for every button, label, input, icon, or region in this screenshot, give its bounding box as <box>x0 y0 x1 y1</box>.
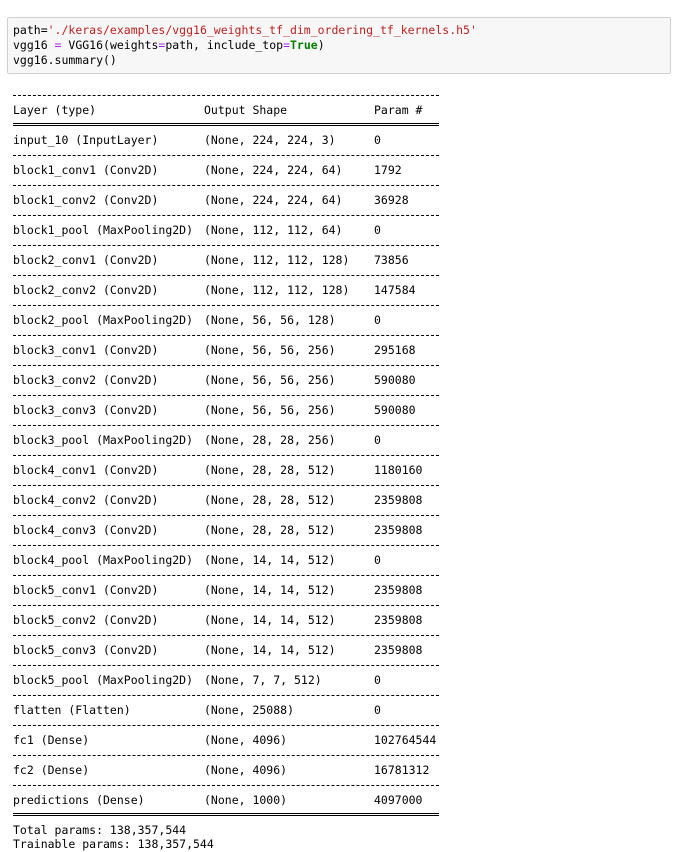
layer-name: block2_conv1 (Conv2D) <box>13 253 159 267</box>
param-count: 4097000 <box>374 793 423 807</box>
separator-line <box>13 388 653 403</box>
layer-name: block1_conv2 (Conv2D) <box>13 193 159 207</box>
separator-line <box>13 538 653 553</box>
output-shape: (None, 28, 28, 256) <box>204 433 336 447</box>
output-shape: (None, 28, 28, 512) <box>204 463 336 477</box>
layer-name: block2_pool (MaxPooling2D) <box>13 313 194 327</box>
output-shape: (None, 7, 7, 512) <box>204 673 322 687</box>
separator-line <box>13 718 653 733</box>
header-layer: Layer (type) <box>13 103 97 117</box>
table-row <box>13 703 653 718</box>
code-operator: = <box>158 38 166 52</box>
separator-double-line <box>13 808 653 823</box>
layer-name: block5_pool (MaxPooling2D) <box>13 673 194 687</box>
summary-totals <box>13 823 653 851</box>
layer-name: block3_conv3 (Conv2D) <box>13 403 159 417</box>
layer-name: fc2 (Dense) <box>13 763 90 777</box>
separator-line <box>13 298 653 313</box>
output-shape: (None, 28, 28, 512) <box>204 493 336 507</box>
param-count: 0 <box>374 223 381 237</box>
param-count: 590080 <box>374 403 416 417</box>
table-row <box>13 763 653 778</box>
separator-line <box>13 688 653 703</box>
param-count: 102764544 <box>374 733 437 747</box>
param-count: 0 <box>374 673 381 687</box>
summary-header-row <box>13 103 653 118</box>
layer-name: block1_conv1 (Conv2D) <box>13 163 159 177</box>
layer-name: block3_conv2 (Conv2D) <box>13 373 159 387</box>
separator-line <box>13 448 653 463</box>
layer-name: block1_pool (MaxPooling2D) <box>13 223 194 237</box>
param-count: 0 <box>374 703 381 717</box>
output-shape: (None, 56, 56, 256) <box>204 403 336 417</box>
output-shape: (None, 56, 56, 256) <box>204 343 336 357</box>
table-row <box>13 253 653 268</box>
layer-name: block4_pool (MaxPooling2D) <box>13 553 194 567</box>
layer-name: block3_pool (MaxPooling2D) <box>13 433 194 447</box>
output-shape: (None, 112, 112, 64) <box>204 223 343 237</box>
code-line-1 <box>13 23 670 38</box>
param-count: 2359808 <box>374 583 423 597</box>
separator-line <box>13 328 653 343</box>
table-row <box>13 283 653 298</box>
code-cell-input[interactable] <box>7 17 671 74</box>
separator-double-line <box>13 118 653 133</box>
header-param-count: Param # <box>374 103 423 117</box>
code-keyword: True <box>290 38 318 52</box>
table-row <box>13 463 653 478</box>
output-shape: (None, 14, 14, 512) <box>204 583 336 597</box>
output-shape: (None, 224, 224, 3) <box>204 133 336 147</box>
output-shape: (None, 56, 56, 128) <box>204 313 336 327</box>
layer-name: block2_conv2 (Conv2D) <box>13 283 159 297</box>
model-summary-table <box>13 88 653 851</box>
trainable-params: Trainable params: 138,357,544 <box>13 837 214 851</box>
layer-name: block5_conv1 (Conv2D) <box>13 583 159 597</box>
separator-line <box>13 628 653 643</box>
code-operator: = <box>283 38 290 52</box>
cell-output <box>13 88 653 851</box>
separator-line <box>13 88 653 103</box>
param-count: 590080 <box>374 373 416 387</box>
output-shape: (None, 224, 224, 64) <box>204 193 343 207</box>
separator-line <box>13 268 653 283</box>
code-line-2 <box>13 38 670 53</box>
output-shape: (None, 25088) <box>204 703 295 717</box>
table-row <box>13 553 653 568</box>
separator-line <box>13 598 653 613</box>
output-shape: (None, 1000) <box>204 793 288 807</box>
table-row <box>13 733 653 748</box>
layer-name: block4_conv1 (Conv2D) <box>13 463 159 477</box>
table-row <box>13 343 653 358</box>
param-count: 16781312 <box>374 763 430 777</box>
separator-line <box>13 148 653 163</box>
table-row <box>13 163 653 178</box>
output-shape: (None, 112, 112, 128) <box>204 253 350 267</box>
layer-name: block5_conv2 (Conv2D) <box>13 613 159 627</box>
param-count: 2359808 <box>374 643 423 657</box>
separator-line <box>13 208 653 223</box>
separator-line <box>13 568 653 583</box>
table-row <box>13 493 653 508</box>
layer-name: input_10 (InputLayer) <box>13 133 159 147</box>
param-count: 0 <box>374 313 381 327</box>
table-row <box>13 193 653 208</box>
code-token: ) <box>317 38 325 52</box>
param-count: 1792 <box>374 163 402 177</box>
table-row <box>13 433 653 448</box>
header-output-shape: Output Shape <box>204 103 288 117</box>
table-row <box>13 373 653 388</box>
param-count: 1180160 <box>374 463 423 477</box>
code-token: vgg16 <box>13 38 55 52</box>
code-token: path= <box>13 23 48 37</box>
separator-line <box>13 178 653 193</box>
param-count: 2359808 <box>374 493 423 507</box>
table-row <box>13 523 653 538</box>
layer-name: predictions (Dense) <box>13 793 145 807</box>
table-row <box>13 403 653 418</box>
separator-line <box>13 418 653 433</box>
separator-line <box>13 478 653 493</box>
param-count: 2359808 <box>374 523 423 537</box>
param-count: 0 <box>374 133 381 147</box>
param-count: 295168 <box>374 343 416 357</box>
output-shape: (None, 4096) <box>204 763 288 777</box>
code-line-3: vgg16.summary() <box>13 53 117 67</box>
separator-line <box>13 748 653 763</box>
output-shape: (None, 4096) <box>204 733 288 747</box>
separator-line <box>13 658 653 673</box>
total-params: Total params: 138,357,544 <box>13 823 187 837</box>
table-row <box>13 313 653 328</box>
output-shape: (None, 14, 14, 512) <box>204 643 336 657</box>
code-token: path, include_top <box>165 38 284 52</box>
param-count: 147584 <box>374 283 416 297</box>
layer-name: fc1 (Dense) <box>13 733 90 747</box>
table-row <box>13 223 653 238</box>
layer-name: block3_conv1 (Conv2D) <box>13 343 159 357</box>
separator-line <box>13 238 653 253</box>
param-count: 0 <box>374 433 381 447</box>
separator-line <box>13 508 653 523</box>
output-shape: (None, 14, 14, 512) <box>204 613 336 627</box>
output-shape: (None, 56, 56, 256) <box>204 373 336 387</box>
separator-line <box>13 358 653 373</box>
layer-name: block4_conv3 (Conv2D) <box>13 523 159 537</box>
code-token: VGG16(weights <box>61 38 159 52</box>
output-shape: (None, 14, 14, 512) <box>204 553 336 567</box>
param-count: 0 <box>374 553 381 567</box>
param-count: 36928 <box>374 193 409 207</box>
code-operator: = <box>54 38 62 52</box>
code-string: './keras/examples/vgg16_weights_tf_dim_ordering_tf_kernels.h5' <box>47 23 477 37</box>
param-count: 73856 <box>374 253 409 267</box>
table-row <box>13 133 653 148</box>
layer-name: block5_conv3 (Conv2D) <box>13 643 159 657</box>
table-row <box>13 583 653 598</box>
param-count: 2359808 <box>374 613 423 627</box>
output-shape: (None, 28, 28, 512) <box>204 523 336 537</box>
output-shape: (None, 224, 224, 64) <box>204 163 343 177</box>
table-row <box>13 643 653 658</box>
layer-name: flatten (Flatten) <box>13 703 131 717</box>
table-row <box>13 613 653 628</box>
output-shape: (None, 112, 112, 128) <box>204 283 350 297</box>
table-row <box>13 793 653 808</box>
summary-rows <box>13 133 653 823</box>
layer-name: block4_conv2 (Conv2D) <box>13 493 159 507</box>
separator-line <box>13 778 653 793</box>
table-row <box>13 673 653 688</box>
